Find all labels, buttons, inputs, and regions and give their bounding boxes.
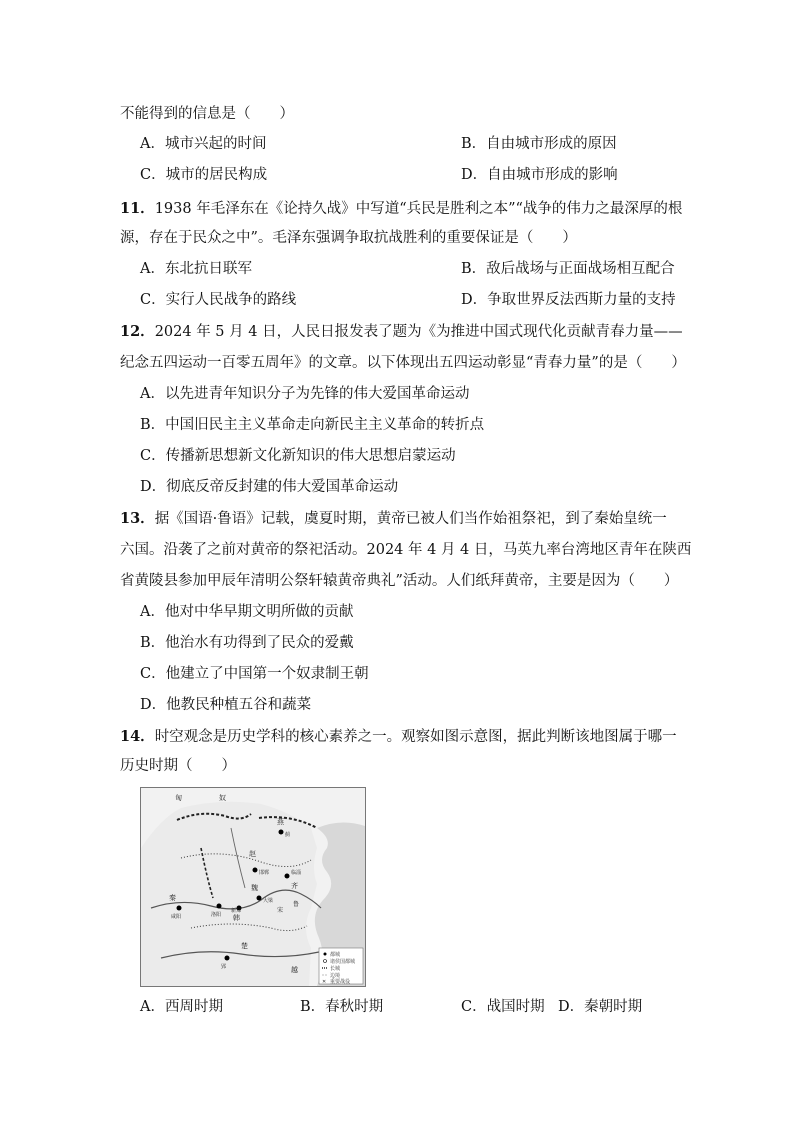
q14-option-d: D．秦朝时期	[558, 999, 643, 1015]
q10-option-d: D．自由城市形成的影响	[461, 167, 618, 183]
q14-number: 14．	[120, 728, 155, 745]
q10-option-b: B．自由城市形成的原因	[461, 136, 617, 152]
q12-option-d: D．彻底反帝反封建的伟大爱国革命运动	[140, 479, 399, 495]
q13-stem-line1	[120, 509, 667, 529]
q13-option-d: D．他教民种植五谷和蔬菜	[140, 697, 312, 713]
q14-stem-line1	[120, 727, 677, 747]
city-marker-luoyang	[217, 904, 222, 909]
q11-option-c: C．实行人民战争的路线	[140, 292, 297, 308]
q11-text1: 1938 年毛泽东在《论持久战》中写道“兵民是胜利之本”“战争的伟力之最深厚的根	[154, 201, 683, 217]
map-label-yan: 燕	[277, 818, 284, 826]
q12-option-b: B．中国旧民主主义革命走向新民主主义革命的转折点	[140, 417, 485, 433]
city-marker-ying	[225, 956, 230, 961]
q10-option-c: C．城市的居民构成	[140, 167, 268, 183]
q11-stem-line2: 源，存在于民众之中”。毛泽东强调争取抗战胜利的重要保证是（ ）	[120, 230, 577, 246]
q13-option-a: A．他对中华早期文明所做的贡献	[140, 604, 354, 620]
q12-option-c: C．传播新思想新文化新知识的伟大思想启蒙运动	[140, 448, 456, 464]
q12-text1: 2024 年 5 月 4 日，人民日报发表了题为《为推进中国式现代化贡献青春力量——	[154, 324, 683, 340]
q13-number: 13．	[120, 510, 155, 527]
q11-option-a: A．东北抗日联军	[140, 261, 252, 277]
q13-stem-line3: 省黄陵县参加甲辰年清明公祭轩辕黄帝典礼”活动。人们纸拜黄帝，主要是因为（ ）	[120, 573, 679, 589]
q11-option-b: B．敌后战场与正面战场相互配合	[461, 261, 675, 277]
q13-option-b: B．他治水有功得到了民众的爱戴	[140, 635, 354, 651]
map-label-luoyang: 洛阳	[211, 912, 222, 918]
map-label-linzi: 临淄	[291, 870, 302, 876]
map-label-nu: 奴	[219, 794, 226, 802]
map-label-yue: 越	[291, 966, 298, 974]
map-label-ying: 郢	[221, 964, 227, 970]
map-label-han: 韩	[233, 914, 240, 922]
map-label-xiong: 匈	[175, 794, 182, 802]
map-label-wei: 魏	[251, 884, 258, 892]
q14-text1: 时空观念是历史学科的核心素养之一。观察如图示意图，据此判断该地图属于哪一	[154, 729, 677, 745]
map-label-daliang: 大梁	[263, 898, 274, 904]
q12-number: 12．	[120, 323, 155, 340]
map-label-chu: 楚	[241, 942, 248, 950]
q11-number: 11．	[120, 200, 155, 217]
map-label-song: 宋	[277, 907, 284, 914]
city-marker-daliang	[257, 896, 262, 901]
q14-stem-line2: 历史时期（ ）	[120, 758, 236, 774]
q11-option-d: D．争取世界反法西斯力量的支持	[461, 292, 676, 308]
q14-option-a: A．西周时期	[140, 999, 223, 1015]
q14-option-c: C．战国时期	[461, 999, 545, 1015]
q14-option-b: B．春秋时期	[300, 999, 384, 1015]
map-label-qin: 秦	[169, 894, 176, 902]
map-svg	[141, 788, 365, 986]
map-label-ji: 蓟	[285, 832, 291, 838]
city-marker-linzi	[285, 874, 290, 879]
q12-stem-line2: 纪念五四运动一百零五周年》的文章。以下体现出五四运动彰显“青春力量”的是（ ）	[120, 355, 686, 371]
legend-item-5: 重要战役	[330, 979, 351, 985]
legend-item-2: 诸侯国都城	[330, 959, 356, 965]
map-label-xinzheng: 新郑	[231, 908, 242, 914]
city-marker-ji	[279, 830, 284, 835]
svg-text:✕: ✕	[322, 979, 327, 985]
legend-item-1: 都城	[330, 952, 341, 958]
map-label-lu: 鲁	[293, 901, 300, 908]
q13-option-c: C．他建立了中国第一个奴隶制王朝	[140, 666, 369, 682]
city-marker-handan	[253, 868, 258, 873]
q10-option-a: A．城市兴起的时间	[140, 136, 267, 152]
historical-map-figure	[140, 787, 366, 987]
map-label-xianyang: 咸阳	[171, 914, 182, 920]
map-label-qi: 齐	[291, 882, 298, 890]
city-marker-xianyang	[177, 906, 182, 911]
q13-stem-line2: 六国。沿袭了之前对黄帝的祭祀活动。2024 年 4 月 4 日，马英九率台湾地区青年在陕西	[120, 542, 692, 558]
legend-item-4: 边境	[330, 973, 341, 979]
legend-item-3: 长城	[330, 966, 341, 972]
q13-text1: 据《国语·鲁语》记载，虞夏时期，黄帝已被人们当作始祖祭祀，到了秦始皇统一	[154, 511, 667, 527]
q12-option-a: A．以先进青年知识分子为先锋的伟大爱国革命运动	[140, 386, 470, 402]
q10-stem-tail: 不能得到的信息是（ ）	[120, 106, 294, 122]
map-label-handan: 邯郸	[259, 870, 270, 876]
q12-stem-line1	[120, 322, 683, 342]
map-label-zhao: 赵	[249, 850, 256, 858]
q11-stem-line1	[120, 199, 682, 219]
